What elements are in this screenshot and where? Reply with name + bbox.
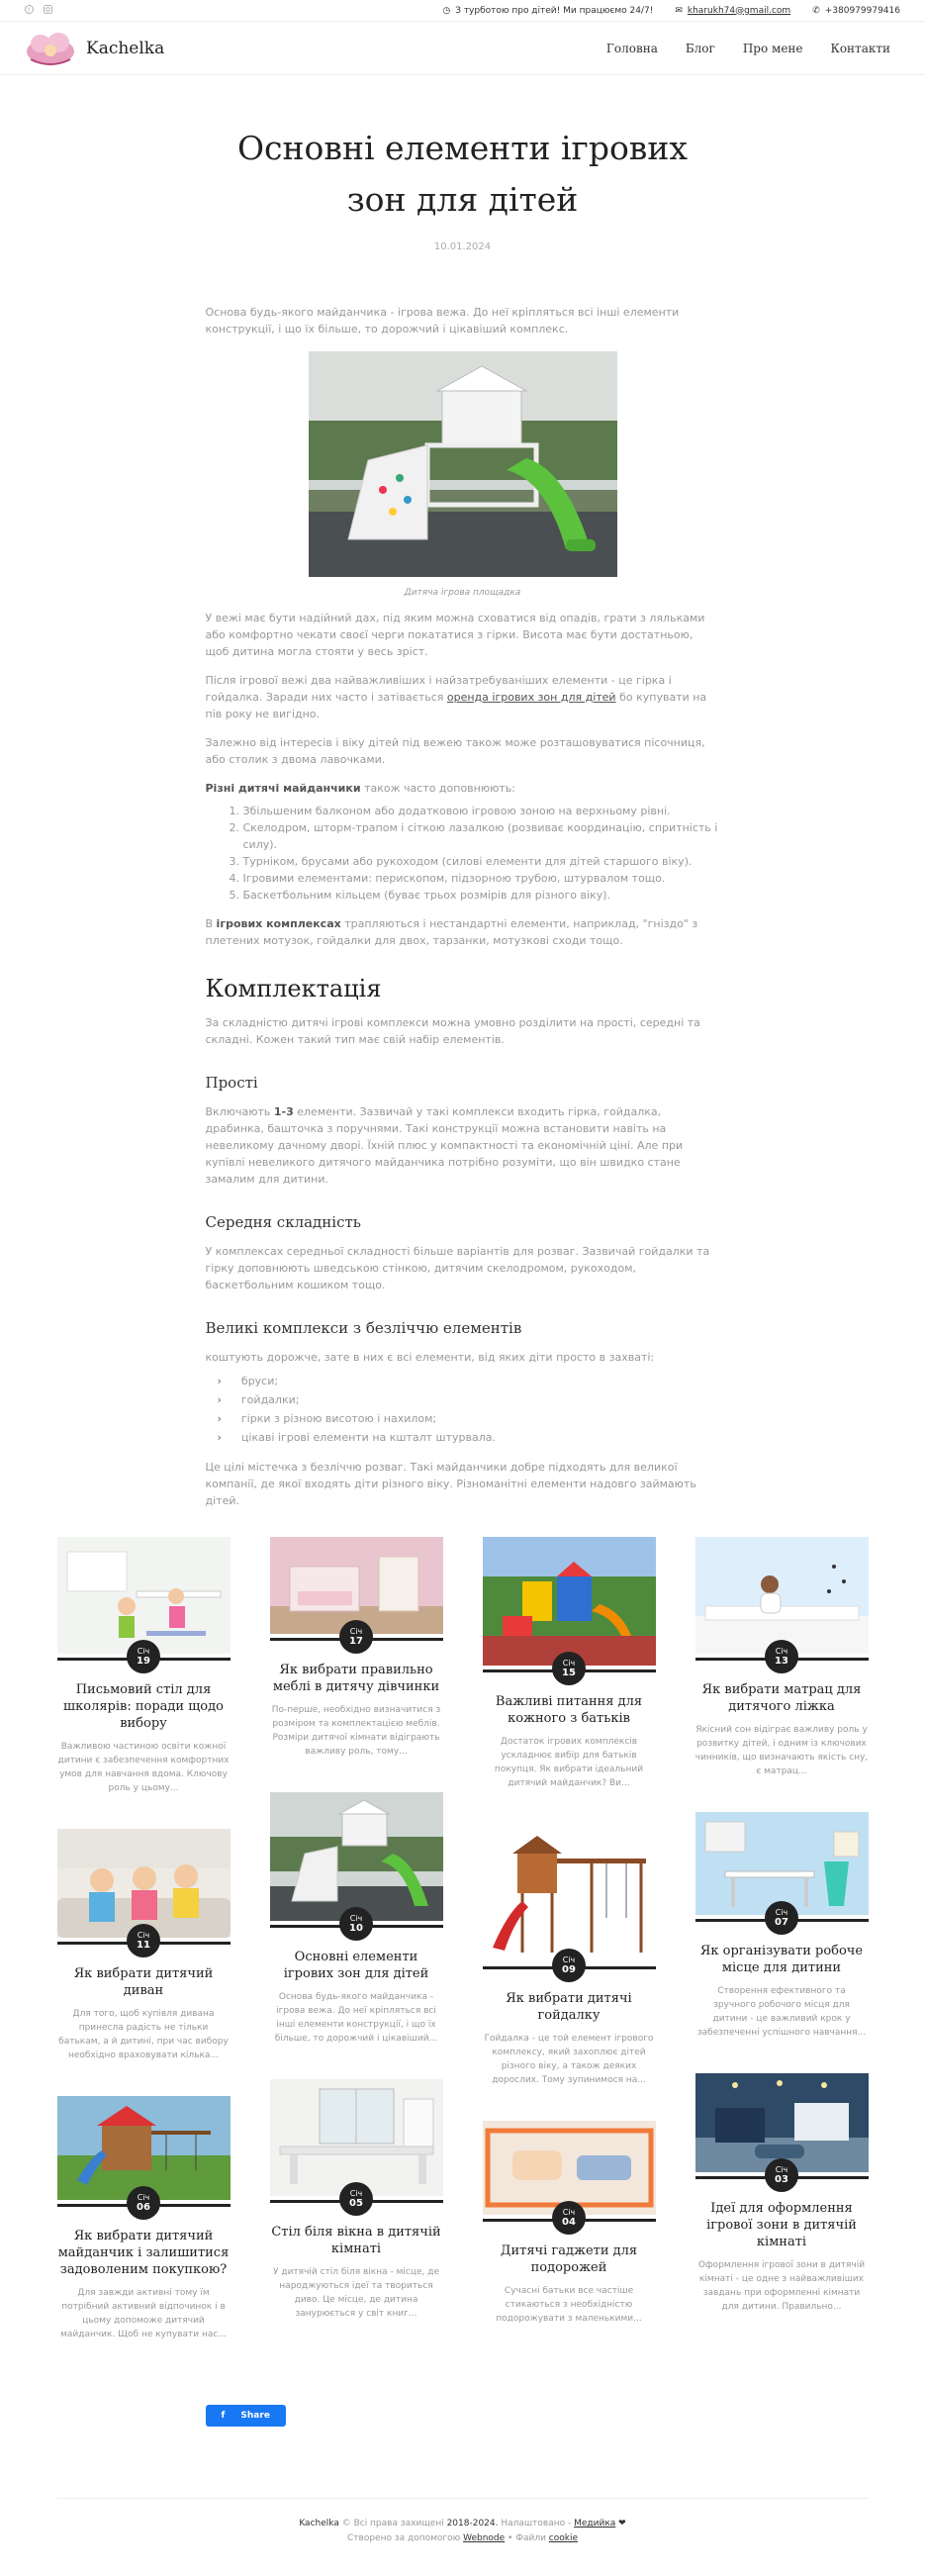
- card-title[interactable]: Ідеї для оформлення ігрової зони в дитячій кімнаті: [706, 2201, 857, 2249]
- subsection-heading: Великі комплекси з безліччю елементів: [205, 1319, 522, 1337]
- blog-column: [57, 1537, 231, 2375]
- social-links: [25, 5, 52, 17]
- card-excerpt: Важливою частиною освіти кожної дитини є забезпечення комфортних умов для навчання вдома. Ключову роль у цьому...: [57, 1742, 230, 1793]
- features-list: [243, 803, 720, 904]
- contact-info: [442, 6, 900, 16]
- subsection-heading: Прості: [205, 1074, 258, 1092]
- card-excerpt: Якісний сон відіграє важливу роль у розвитку дітей, і одним із ключових чинників, що визначають якість сну, є матрац...: [694, 1725, 869, 1776]
- nav-home[interactable]: Головна: [605, 41, 658, 55]
- playground-image: [309, 351, 617, 577]
- card-excerpt: Достаток ігрових комплексів ускладнює вибір для батьків покупця. Як вибрати ідеальний дитячий майданчик? Ви...: [494, 1737, 644, 1788]
- webnode-link[interactable]: Webnode: [463, 2533, 506, 2543]
- card-excerpt: По-перше, необхідно визначитися з розміром та комплектацією меблів. Розміри дитячої кімнати відіграють важливу роль, тому...: [271, 1705, 441, 1757]
- card-image: [695, 1812, 869, 1915]
- list-item: › бруси;: [218, 1372, 720, 1390]
- card-title[interactable]: Як вибрати правильно меблі в дитячу дівчинки: [272, 1663, 440, 1694]
- list-item: 4. Ігровими елементами: перископом, підзорною трубою, штурвалом тощо.: [243, 870, 720, 887]
- blog-card[interactable]: [695, 2073, 869, 2314]
- article-paragraph: В ігрових комплексах трапляються і нестандартні елементи, наприклад, "гніздо" з плетених мотузок, гойдалки для двох, тарзанки, мотузкові сходи тощо.: [205, 917, 698, 947]
- card-title[interactable]: Як вибрати матрац для дитячого ліжка: [701, 1682, 862, 1714]
- card-excerpt: Для того, щоб купівля дивана принесла радість не тільки батькам, а й дитині, при час вибору необхідно враховувати кілька...: [58, 2009, 229, 2060]
- list-item: 5. Баскетбольним кільцем (буває трьох розмірів для різного віку).: [243, 887, 720, 904]
- article-paragraph: коштують дорожче, зате в них є всі елементи, від яких діти просто в захваті:: [205, 1351, 655, 1364]
- date-badge: Січ 19: [127, 1640, 160, 1673]
- list-item: › цікаві ігрові елементи на кшталт штурвала.: [218, 1428, 720, 1447]
- article-paragraph: У вежі має бути надійний дах, під яким можна сховатися від опадів, грати з ляльками або комфортно чекати своєї черги покататися з гірки. Висота має бути достатньою, щоб дитина могла стояти у весь зріст.: [205, 612, 705, 658]
- card-title[interactable]: Стіл біля вікна в дитячій кімнаті: [271, 2225, 441, 2256]
- card-dateline: [695, 1908, 869, 1937]
- cookie-link[interactable]: cookie: [548, 2533, 579, 2543]
- instagram-icon[interactable]: [44, 5, 52, 17]
- card-title[interactable]: Як вибрати дитячий майданчик і залишитися задоволеним покупкою?: [57, 2229, 230, 2277]
- brand-name: Kachelka: [86, 38, 165, 58]
- blog-card[interactable]: [483, 1537, 656, 1790]
- phone-icon: ✆: [812, 5, 820, 16]
- top-bar: [0, 0, 925, 22]
- phone: [812, 6, 900, 16]
- subsection-heading: Середня складність: [205, 1213, 361, 1231]
- card-excerpt: У дитячій стіл біля вікна - місце, де народжуються ідеї та твориться диво. Це місце, де дитина занурюється у світ книг...: [273, 2267, 439, 2319]
- card-image: [57, 2096, 231, 2200]
- blog-card[interactable]: [483, 2121, 656, 2326]
- date-badge: Січ 11: [127, 1924, 160, 1957]
- facebook-icon: f: [214, 2408, 233, 2424]
- list-item: 1. Збільшеним балконом або додатковою ігровою зоною на верхньому рівні.: [243, 803, 720, 819]
- card-dateline: [483, 2208, 656, 2237]
- card-title[interactable]: Основні елементи ігрових зон для дітей: [283, 1950, 429, 1981]
- date-badge: Січ 15: [552, 1652, 586, 1685]
- nav-about[interactable]: Про мене: [742, 41, 803, 55]
- card-excerpt: Створення ефективного та зручного робочого місця для дитини - це важливий крок у забезпеченні успішного навчання...: [696, 1986, 867, 2038]
- author-link[interactable]: Медийка: [574, 2519, 616, 2528]
- email-link[interactable]: kharukh74@gmail.com: [687, 5, 791, 16]
- blog-card[interactable]: [695, 1537, 869, 1778]
- article-lead: Основа будь-якого майданчика - ігрова вежа. До неї кріпляться всі інші елементи конструкції, і що їх більше, то дорожчий і цікавіший комплекс.: [205, 306, 680, 335]
- nav-contacts[interactable]: Контакти: [830, 41, 890, 55]
- list-item: › гойдалки;: [218, 1390, 720, 1409]
- blog-column: [483, 1537, 656, 2375]
- figure-caption: Дитяча ігрова площадка: [404, 588, 521, 598]
- date-badge: Січ 04: [552, 2201, 586, 2235]
- logo-icon: [25, 30, 76, 67]
- card-title[interactable]: Важливі питання для кожного з батьків: [495, 1694, 643, 1726]
- article-paragraph: Після ігрової вежі два найважливіших і найзатребуваніших елементи - це гірка і гойдалка. Заради них часто і затівається оренда ігрових зон для дітей бо купувати на пів року не вигідно.: [205, 674, 707, 720]
- rental-link[interactable]: оренда ігрових зон для дітей: [446, 691, 616, 704]
- card-image: [270, 2079, 443, 2196]
- card-title[interactable]: Письмовий стіл для школярів: поради щодо вибору: [63, 1682, 224, 1731]
- article-paragraph: За складністю дитячі ігрові комплекси можна умовно розділити на прості, середні та складні. Кожен такий тип має свій набір елементів.: [205, 1016, 700, 1046]
- section-heading: Комплектація: [205, 975, 382, 1002]
- article-paragraph: Залежно від інтересів і віку дітей під вежею також може розташовуватися пісочниця, або столик з двома лавочками.: [205, 736, 705, 766]
- heart-icon: ❤: [615, 2519, 626, 2528]
- clock-icon: ◷: [442, 5, 451, 16]
- footer-line-1: Kachelka © Всі права захищені 2018-2024. Налаштовано - Медийка ❤: [299, 2519, 626, 2528]
- card-image: [483, 1537, 656, 1666]
- blog-card[interactable]: [57, 2096, 231, 2341]
- blog-column: [270, 1537, 443, 2375]
- date-badge: Січ 06: [127, 2186, 160, 2220]
- facebook-icon[interactable]: [25, 5, 34, 17]
- card-dateline: [270, 1627, 443, 1656]
- date-badge: Січ 17: [339, 1620, 373, 1654]
- card-image: [270, 1792, 443, 1921]
- blog-card[interactable]: [270, 1792, 443, 2046]
- share-area: [206, 2405, 720, 2427]
- phone-number[interactable]: +380979979416: [824, 5, 900, 16]
- blog-card[interactable]: [695, 1812, 869, 2040]
- card-dateline: [483, 1659, 656, 1687]
- card-title[interactable]: Як організувати робоче місце для дитини: [699, 1944, 864, 1975]
- site-footer: [57, 2498, 869, 2546]
- card-excerpt: Оформлення ігрової зони в дитячій кімнаті - це одне з найважливіших завдань при оформленні кімнати для дитини. Правильно...: [697, 2260, 866, 2312]
- article-title: Основні елементи ігрових зон для дітей: [237, 129, 688, 219]
- blog-card[interactable]: [270, 2079, 443, 2321]
- card-dateline: [483, 1956, 656, 1984]
- article-date: 10.01.2024: [433, 241, 492, 252]
- card-title[interactable]: Дитячі гаджети для подорожей: [500, 2243, 638, 2275]
- card-dateline: [57, 1647, 231, 1675]
- article-paragraph: Це цілі містечка з безліччю розваг. Такі майданчики добре підходять для великої компанії, де якої входять діти різного віку. Різноманітні елементи надовго займають дітей.: [205, 1461, 696, 1507]
- date-badge: Січ 09: [552, 1949, 586, 1982]
- card-excerpt: Гойдалка - це той елемент ігрового комплексу, який захоплює дітей різного віку, а також деяких дорослих. Тому зупинимося на...: [484, 2034, 654, 2085]
- blog-card[interactable]: [483, 1824, 656, 2087]
- card-image: [695, 1537, 869, 1654]
- card-dateline: [57, 2193, 231, 2222]
- email: [675, 6, 790, 16]
- card-image: [695, 2073, 869, 2172]
- card-image: [483, 1824, 656, 1962]
- date-badge: Січ 03: [765, 2158, 798, 2192]
- article-figure: [206, 351, 720, 598]
- blog-card[interactable]: [270, 1537, 443, 1759]
- card-image: [57, 1537, 231, 1654]
- date-badge: Січ 10: [339, 1907, 373, 1941]
- list-item: › гірки з різною висотою і нахилом;: [218, 1409, 720, 1428]
- card-excerpt: Для завжди активні тому їм потрібний активний відпочинок і в цьому допоможе дитячий майданчик. Щоб не купувати нас...: [60, 2288, 227, 2339]
- slogan: ◷ З турботою про дітей! Ми працюємо 24/7!: [442, 5, 654, 16]
- card-dateline: [695, 1647, 869, 1675]
- date-badge: Січ 13: [765, 1640, 798, 1673]
- article: [206, 123, 720, 1509]
- date-badge: Січ 05: [339, 2182, 373, 2216]
- nav-blog[interactable]: Блог: [685, 41, 715, 55]
- list-item: 3. Турніком, брусами або рукоходом (силові елементи для дітей старшого віку).: [243, 853, 720, 870]
- blog-column: [695, 1537, 869, 2375]
- article-paragraph: Включають 1-3 елементи. Зазвичай у такі комплекси входить гірка, гойдалка, драбинка, башточка з поручнями. Такі конструкції можна встановити навіть на невеликому дачному дворі. Їхній плюс у компактності та економічній ціні. Але при купівлі невеликого дитячого майданчика потрібно розуміти, що він швидко стане замалим для дитини.: [205, 1105, 684, 1186]
- card-image: [57, 1829, 231, 1938]
- article-paragraph: Різні дитячі майданчики також часто доповнюють:: [205, 782, 515, 795]
- elements-list: [218, 1372, 720, 1447]
- card-excerpt: Сучасні батьки все частіше стикаються з необхідністю подорожувати з маленькими...: [496, 2286, 642, 2324]
- card-dateline: [57, 1931, 231, 1959]
- svg-text:f: f: [28, 6, 30, 14]
- card-excerpt: Основа будь-якого майданчика - ігрова вежа. До неї кріпляться всі інші елементи конструкції, і що їх більше, то дорожчий і цікавіший...: [274, 1992, 438, 2044]
- mail-icon: ✉: [675, 5, 683, 16]
- site-header: [0, 22, 925, 75]
- article-paragraph: У комплексах середньої складності більше варіантів для розваг. Зазвичай гойдалки та гірку доповнюють шведською стінкою, дитячим скелодромом, рукоходом, баскетбольним кошиком тощо.: [205, 1245, 710, 1291]
- footer-line-2: Створено за допомогою Webnode • Файли cookie: [346, 2533, 579, 2543]
- list-item: 2. Скелодром, шторм-трапом і сіткою лазалкою (розвиває координацію, спритність і силу).: [243, 819, 720, 853]
- facebook-share-button[interactable]: fShare: [206, 2405, 286, 2427]
- card-dateline: [695, 2165, 869, 2194]
- card-title[interactable]: Як вибрати дитячий диван: [73, 1966, 214, 1998]
- blog-card[interactable]: [57, 1537, 231, 1795]
- blog-card[interactable]: [57, 1829, 231, 2062]
- page-bottom-spacer: [0, 2546, 925, 2576]
- main-nav: [606, 42, 890, 55]
- date-badge: Січ 07: [765, 1901, 798, 1935]
- card-dateline: [270, 1914, 443, 1943]
- card-title[interactable]: Як вибрати дитячі гойдалку: [506, 1991, 632, 2023]
- brand[interactable]: [25, 30, 164, 67]
- blog-grid: [57, 1537, 869, 2375]
- card-dateline: [270, 2189, 443, 2218]
